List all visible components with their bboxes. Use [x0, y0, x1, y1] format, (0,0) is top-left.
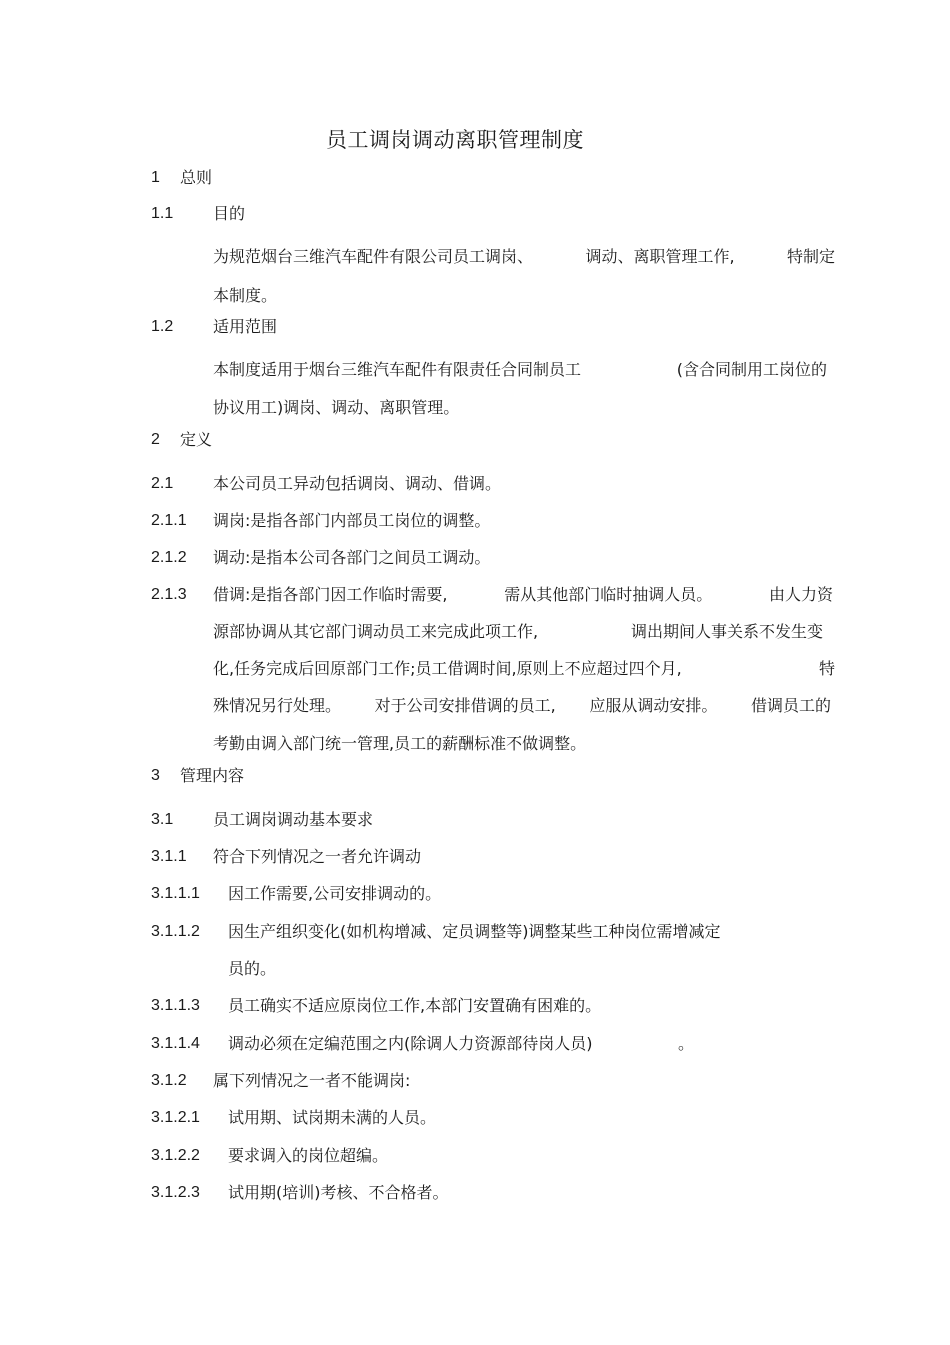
paragraph-line: 协议用工)调岗、调动、离职管理。 [213, 398, 460, 417]
section-number: 3.1.1.4 [151, 1035, 200, 1052]
section-number: 2.1 [151, 475, 174, 492]
paragraph-line: 符合下列情况之一者允许调动 [213, 847, 422, 866]
section-number: 3 [151, 767, 160, 784]
paragraph-line: 因工作需要,公司安排调动的。 [228, 884, 442, 903]
paragraph-line: 员工调岗调动基本要求 [213, 810, 374, 829]
section-number: 2.1.3 [151, 586, 187, 603]
section-number: 1 [151, 169, 160, 186]
section-number: 3.1.2.3 [151, 1184, 200, 1201]
section-heading: 目的 [213, 204, 246, 223]
paragraph-line: 员工确实不适应原岗位工作,本部门安置确有困难的。 [228, 996, 602, 1015]
section-number: 3.1.1 [151, 848, 187, 865]
paragraph-line: 试用期(培训)考核、不合格者。 [228, 1183, 449, 1202]
paragraph-line: 属下列情况之一者不能调岗: [213, 1071, 411, 1090]
paragraph-line: 为规范烟台三维汽车配件有限公司员工调岗、 调动、离职管理工作, 特制定 [213, 247, 835, 266]
section-number: 3.1 [151, 811, 174, 828]
paragraph-line: 化,任务完成后回原部门工作;员工借调时间,原则上不应超过四个月, 特 [213, 659, 835, 678]
paragraph-line: 试用期、试岗期未满的人员。 [228, 1108, 437, 1127]
section-heading: 总则 [180, 168, 213, 187]
section-heading: 适用范围 [213, 317, 278, 336]
section-number: 1.2 [151, 318, 174, 335]
section-heading: 管理内容 [180, 766, 245, 785]
paragraph-line: 本制度适用于烟台三维汽车配件有限责任合同制员工 (含合同制用工岗位的 [213, 360, 827, 379]
paragraph-line: 考勤由调入部门统一管理,员工的薪酬标准不做调整。 [213, 734, 587, 753]
paragraph-line: 因生产组织变化(如机构增减、定员调整等)调整某些工种岗位需增减定 [228, 922, 721, 941]
section-number: 3.1.1.2 [151, 923, 200, 940]
section-number: 2.1.1 [151, 512, 187, 529]
paragraph-line: 要求调入的岗位超编。 [228, 1146, 389, 1165]
paragraph-line-end: 。 [678, 1034, 695, 1053]
paragraph-line: 本公司员工异动包括调岗、调动、借调。 [213, 474, 502, 493]
paragraph-line: 借调:是指各部门因工作临时需要, 需从其他部门临时抽调人员。 由人力资 [213, 585, 833, 604]
section-heading: 定义 [180, 430, 213, 449]
section-number: 3.1.1.1 [151, 885, 200, 902]
paragraph-line: 调岗:是指各部门内部员工岗位的调整。 [213, 511, 491, 530]
paragraph-line: 调动必须在定编范围之内(除调人力资源部待岗人员) [228, 1034, 593, 1053]
document-title: 员工调岗调动离职管理制度 [326, 128, 584, 152]
paragraph-line: 殊情况另行处理。 对于公司安排借调的员工, 应服从调动安排。 借调员工的 [213, 696, 831, 715]
section-number: 2.1.2 [151, 549, 187, 566]
section-number: 3.1.2.2 [151, 1147, 200, 1164]
paragraph-line: 员的。 [228, 959, 277, 978]
paragraph-line: 调动:是指本公司各部门之间员工调动。 [213, 548, 491, 567]
section-number: 3.1.2.1 [151, 1109, 200, 1126]
section-number: 3.1.1.3 [151, 997, 200, 1014]
paragraph-line: 本制度。 [213, 286, 278, 305]
section-number: 2 [151, 431, 160, 448]
section-number: 1.1 [151, 205, 174, 222]
paragraph-line: 源部协调从其它部门调动员工来完成此项工作, 调出期间人事关系不发生变 [213, 622, 823, 641]
section-number: 3.1.2 [151, 1072, 187, 1089]
